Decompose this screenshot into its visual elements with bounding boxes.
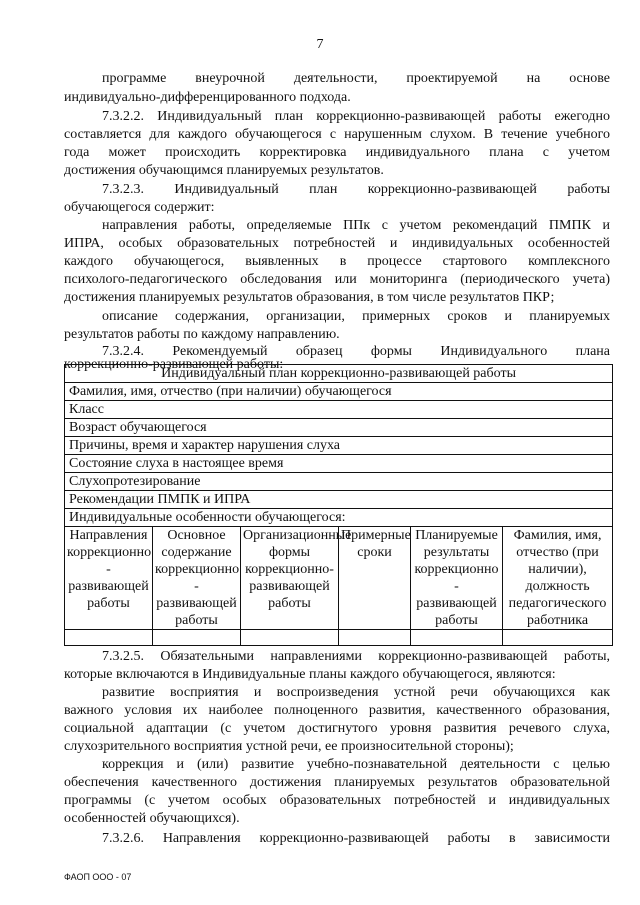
table-cell: Класс: [65, 401, 613, 419]
column-header: Фамилия, имя, отчество (при наличии), должность педагогического работника: [503, 527, 613, 630]
individual-plan-table: [64, 364, 613, 646]
table-row: [65, 473, 613, 491]
text-line: описание содержания, организации, примерных сроков и планируемых: [102, 309, 610, 324]
table-row: [65, 383, 613, 401]
text-line: ИПРА, особых образовательных потребностей и индивидуальных особенностей: [64, 236, 610, 251]
text-line: обеспечения качественного достижения планируемых результатов образовательной: [64, 775, 610, 790]
text-line: особенностей обучающихся).: [64, 811, 240, 826]
text-line: коррекционно-развивающей работы:: [64, 357, 284, 372]
table-cell: Причины, время и характер нарушения слуха: [65, 437, 613, 455]
table-cell: [153, 630, 241, 646]
text-line: коррекция и (или) развитие учебно-познавательной деятельности с целью: [102, 757, 610, 772]
table-cell: Слухопротезирование: [65, 473, 613, 491]
table-cell: [339, 630, 411, 646]
text-line: развитие восприятия и воспроизведения устной речи обучающихся как: [102, 685, 610, 700]
text-line: которые включаются в Индивидуальные планы каждого обучающегося, являются:: [64, 667, 556, 682]
table-row: [65, 401, 613, 419]
text-line: социальной адаптации (с учетом достигнутого уровня развития речевого слуха,: [64, 721, 610, 736]
text-line: результатов работы по каждому направлению.: [64, 327, 340, 342]
column-header: Основное содержание коррекционно - развивающей работы: [153, 527, 241, 630]
text-line: слухозрительного восприятия устной речи, ее произносительной стороны);: [64, 739, 514, 754]
text-line: программе внеурочной деятельности, проектируемой на основе: [102, 71, 610, 86]
table-row: [65, 419, 613, 437]
text-line: 7.3.2.4. Рекомендуемый образец формы Индивидуального плана: [102, 344, 610, 359]
table-header-row: [65, 527, 613, 630]
table-cell: Состояние слуха в настоящее время: [65, 455, 613, 473]
table-cell: [411, 630, 503, 646]
text-line: 7.3.2.5. Обязательными направлениями коррекционно-развивающей работы,: [102, 649, 610, 664]
column-header: Планируемые результаты коррекционно - развивающей работы: [411, 527, 503, 630]
table-cell: [241, 630, 339, 646]
table-cell: Возраст обучающегося: [65, 419, 613, 437]
table-empty-row: [65, 630, 613, 646]
table-cell: Фамилия, имя, отчество (при наличии) обучающегося: [65, 383, 613, 401]
text-line: 7.3.2.6. Направления коррекционно-развивающей работы в зависимости: [102, 831, 610, 846]
table-row: [65, 437, 613, 455]
table-cell: [503, 630, 613, 646]
page-number: 7: [316, 37, 324, 52]
column-header: Направления коррекционно - развивающей работы: [65, 527, 153, 630]
table-row: [65, 509, 613, 527]
text-line: психолого-педагогического обследования или мониторинга (периодического учета): [64, 272, 610, 287]
table-cell: Рекомендации ПМПК и ИПРА: [65, 491, 613, 509]
text-line: важного условия их наиболее полноценного развития, качественного образования,: [64, 703, 610, 718]
table-row: [65, 455, 613, 473]
column-header: Примерные сроки: [339, 527, 411, 630]
table-cell: Индивидуальные особенности обучающегося:: [65, 509, 613, 527]
table-title: Индивидуальный план коррекционно-развивающей работы: [65, 365, 613, 383]
text-line: индивидуально-дифференцированного подхода.: [64, 90, 351, 105]
table-title-row: [65, 365, 613, 383]
text-line: 7.3.2.3. Индивидуальный план коррекционно-развивающей работы: [102, 182, 610, 197]
text-line: достижения планируемых результатов образования, в том числе результатов ПКР;: [64, 290, 555, 305]
text-line: обучающегося содержит:: [64, 200, 215, 215]
table-row: [65, 491, 613, 509]
column-header: Организационные формы коррекционно-развивающей работы: [241, 527, 339, 630]
text-line: составляется для каждого обучающегося с нарушенным слухом. В течение учебного: [64, 127, 610, 142]
text-line: направления работы, определяемые ППк с учетом рекомендаций ПМПК и: [102, 218, 610, 233]
text-line: 7.3.2.2. Индивидуальный план коррекционно-развивающей работы ежегодно: [102, 109, 610, 124]
footer-code: ФАОП ООО - 07: [64, 872, 132, 882]
text-line: программы (с учетом особых образовательных потребностей и индивидуальных: [64, 793, 610, 808]
text-line: каждого обучающегося, выявленных в процессе стартового комплексного: [64, 254, 610, 269]
text-line: года может происходить корректировка индивидуального плана с учетом: [64, 145, 610, 160]
table-cell: [65, 630, 153, 646]
text-line: достижения обучающимся планируемых результатов.: [64, 163, 384, 178]
